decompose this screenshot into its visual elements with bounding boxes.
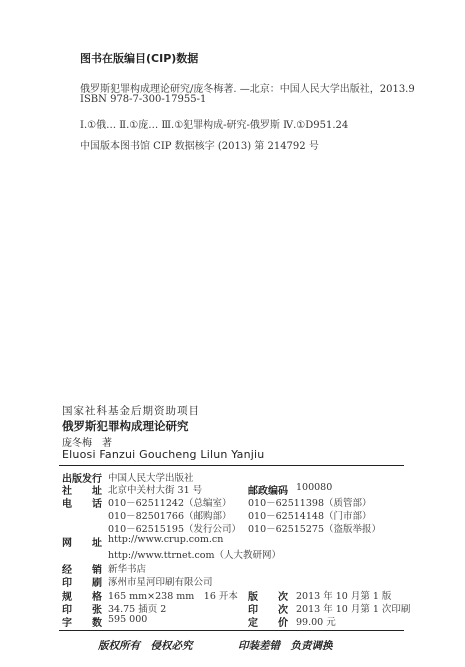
copyright-notice: 版权所有 侵权必究 (98, 640, 193, 652)
book-title: 俄罗斯犯罪构成理论研究 (62, 419, 189, 433)
phone-quality: 010－62511398（质管部） (248, 498, 372, 509)
format-label: 规 格 (62, 592, 102, 603)
printer-label: 印 刷 (62, 578, 102, 589)
cip-classification: Ⅰ.①俄… Ⅱ.①庞… Ⅲ.①犯罪构成-研究-俄罗斯 Ⅳ.①D951.24 (80, 120, 349, 131)
website-link-ttrnet[interactable]: http://www.ttrnet.com（人大教研网） (108, 550, 282, 561)
cip-catalog-line: 俄罗斯犯罪构成理论研究/庞冬梅著. —北京：中国人民大学出版社，2013.9 (80, 84, 415, 95)
cip-heading: 图书在版编目(CIP)数据 (80, 52, 199, 65)
edition-value: 2013 年 10 月第 1 版 (296, 591, 392, 602)
address-label: 社 址 (62, 486, 102, 497)
printing-value: 2013 年 10 月第 1 次印刷 (296, 604, 411, 615)
book-title-pinyin: Eluosi Fanzui Goucheng Lilun Yanjiu (62, 448, 265, 461)
postcode-label: 邮政编码 (248, 486, 288, 497)
word-count-value: 595 000 (108, 614, 148, 625)
edition-label: 版 次 (248, 592, 288, 603)
word-count-label: 字 数 (62, 618, 102, 629)
series-name: 国家社科基金后期资助项目 (62, 405, 200, 417)
divider-bottom (59, 630, 404, 631)
printing-label: 印 次 (248, 605, 288, 616)
publisher-value: 中国人民大学出版社 (108, 473, 194, 484)
address-value: 北京中关村大街 31 号 (108, 485, 203, 496)
distributor-value: 新华书店 (108, 564, 147, 575)
sheets-value: 34.75 插页 2 (108, 604, 167, 615)
misprint-notice: 印装差错 负责调换 (238, 640, 333, 652)
phone-piracy-report: 010－62515275（盗版举报） (248, 524, 381, 535)
cip-approval-number: 中国版本图书馆 CIP 数据核字 (2013) 第 214792 号 (80, 141, 319, 152)
phone-store: 010－62514148（门市部） (248, 511, 372, 522)
book-author: 庞冬梅 著 (62, 438, 112, 449)
postcode-value: 100080 (296, 482, 333, 493)
price-value: 99.00 元 (296, 617, 336, 628)
phone-mailorder: 010－82501766（邮购部） (108, 511, 232, 522)
format-value: 165 mm×238 mm 16 开本 (108, 591, 238, 602)
cip-isbn: ISBN 978-7-300-17955-1 (80, 94, 207, 105)
website-label: 网 址 (62, 538, 102, 549)
printer-value: 涿州市星河印刷有限公司 (108, 577, 213, 588)
phone-label: 电 话 (62, 499, 102, 510)
phone-editorial: 010－62511242（总编室） (108, 498, 232, 509)
divider-top (59, 465, 404, 466)
price-label: 定 价 (248, 618, 288, 629)
phone-distribution: 010－62515195（发行公司） (108, 524, 241, 535)
sheets-label: 印 张 (62, 605, 102, 616)
distributor-label: 经 销 (62, 565, 102, 576)
publisher-label: 出版发行 (62, 474, 102, 485)
website-link-crup[interactable]: http://www.crup.com.cn (108, 534, 224, 545)
